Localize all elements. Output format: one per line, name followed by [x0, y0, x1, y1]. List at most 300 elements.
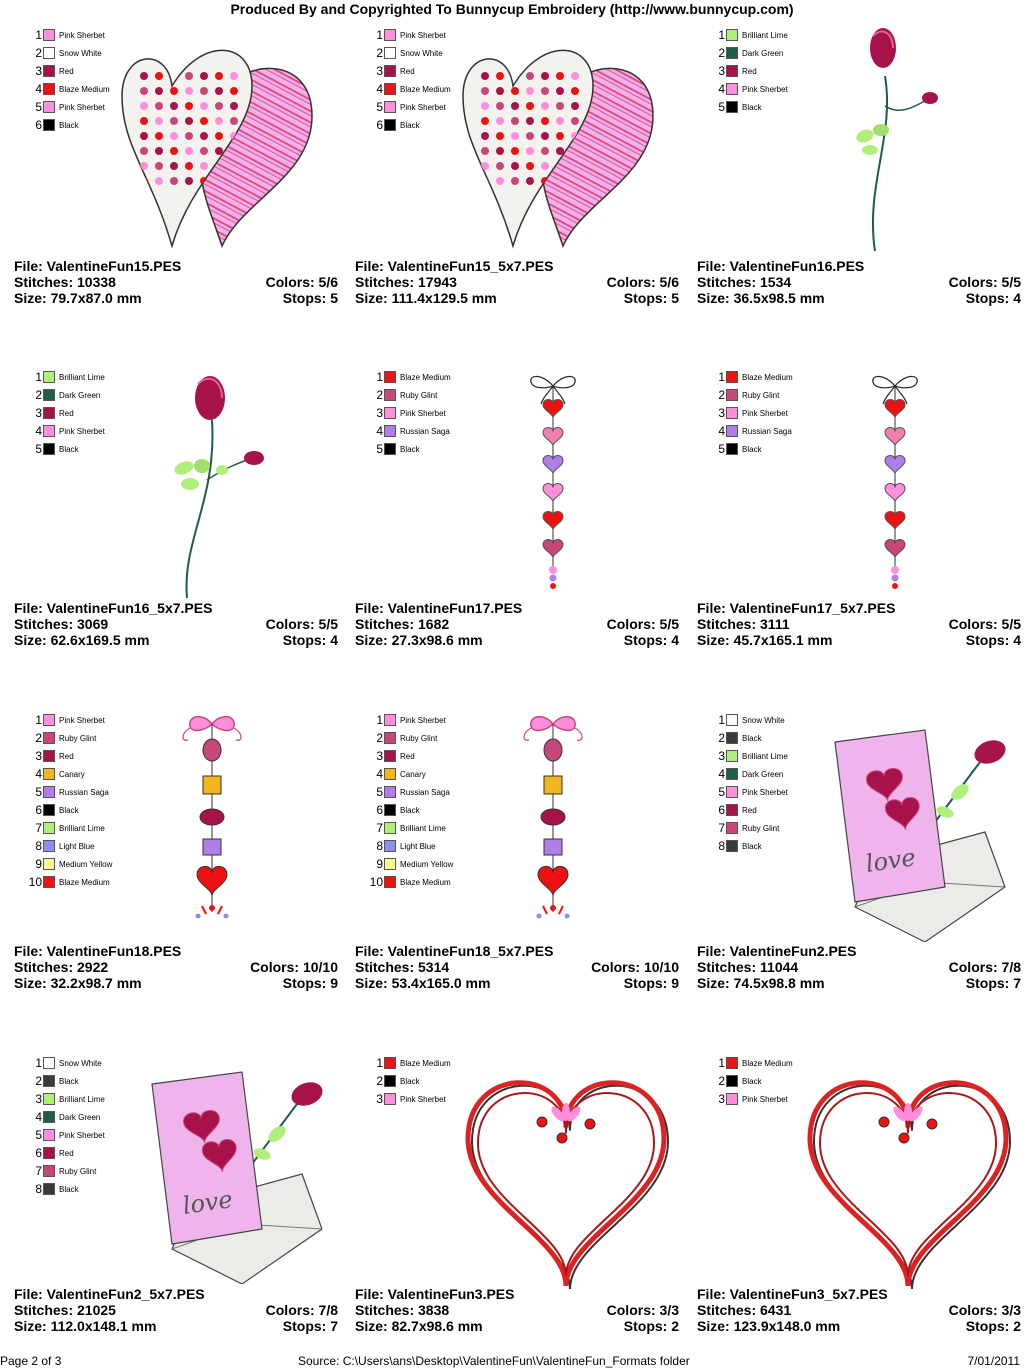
thread-number: 5	[35, 442, 42, 456]
embroidery-design-preview	[132, 1054, 332, 1289]
thread-swatch	[726, 407, 738, 419]
thread-number: 6	[376, 118, 383, 132]
stop-count: Stops: 4	[965, 290, 1021, 306]
thread-number: 9	[35, 857, 42, 871]
thread-color-row	[365, 855, 453, 873]
thread-swatch	[384, 768, 396, 780]
thread-name: Red	[59, 1148, 74, 1158]
stitch-count: Stitches: 3838	[355, 1302, 450, 1318]
thread-name: Pink Sherbet	[59, 426, 105, 436]
design-size: Size: 112.0x148.1 mm	[14, 1318, 157, 1334]
thread-color-row	[365, 44, 451, 62]
thread-number: 4	[35, 424, 42, 438]
thread-number: 2	[35, 388, 42, 402]
thread-swatch	[384, 29, 396, 41]
thread-name: Light Blue	[400, 841, 436, 851]
design-card	[353, 0, 693, 342]
stitch-count: Stitches: 6431	[697, 1302, 792, 1318]
thread-swatch	[726, 786, 738, 798]
thread-palette	[707, 26, 788, 116]
thread-color-row	[24, 62, 110, 80]
thread-number: 7	[376, 821, 383, 835]
thread-name: Black	[59, 1184, 79, 1194]
design-info	[14, 600, 338, 648]
thread-color-row	[24, 404, 105, 422]
thread-swatch	[726, 750, 738, 762]
thread-name: Brilliant Lime	[742, 751, 788, 761]
thread-number: 9	[376, 857, 383, 871]
thread-name: Red	[742, 66, 757, 76]
thread-color-row	[365, 1090, 451, 1108]
stop-count: Stops: 4	[965, 632, 1021, 648]
thread-name: Pink Sherbet	[400, 30, 446, 40]
design-info	[355, 600, 679, 648]
thread-number: 2	[376, 731, 383, 745]
thread-name: Black	[59, 805, 79, 815]
thread-number: 2	[376, 1074, 383, 1088]
embroidery-design-preview	[112, 26, 332, 261]
thread-number: 10	[369, 875, 383, 889]
thread-swatch	[43, 371, 55, 383]
thread-swatch	[43, 119, 55, 131]
stop-count: Stops: 4	[623, 632, 679, 648]
thread-swatch	[726, 83, 738, 95]
design-card	[695, 1028, 1024, 1370]
color-count: Colors: 10/10	[250, 959, 338, 975]
thread-swatch	[384, 876, 396, 888]
design-size: Size: 123.9x148.0 mm	[697, 1318, 841, 1334]
thread-swatch	[43, 407, 55, 419]
design-card	[695, 0, 1024, 342]
thread-name: Blaze Medium	[400, 84, 451, 94]
thread-name: Pink Sherbet	[59, 30, 105, 40]
thread-name: Pink Sherbet	[400, 408, 446, 418]
thread-number: 3	[35, 406, 42, 420]
thread-color-row	[365, 873, 453, 891]
thread-name: Blaze Medium	[742, 1058, 793, 1068]
thread-swatch	[384, 1075, 396, 1087]
thread-swatch	[726, 29, 738, 41]
color-count: Colors: 3/3	[948, 1302, 1021, 1318]
thread-swatch	[43, 1111, 55, 1123]
design-size: Size: 36.5x98.5 mm	[697, 290, 825, 306]
page-number: Page 2 of 3	[0, 1354, 62, 1368]
thread-number: 8	[718, 839, 725, 853]
file-name: File: ValentineFun17_5x7.PES	[697, 600, 896, 616]
thread-color-row	[365, 729, 453, 747]
color-count: Colors: 10/10	[591, 959, 679, 975]
file-name: File: ValentineFun17.PES	[355, 600, 523, 616]
thread-number: 4	[718, 424, 725, 438]
thread-number: 2	[376, 46, 383, 60]
thread-name: Snow White	[742, 715, 785, 725]
stitch-count: Stitches: 11044	[697, 959, 799, 975]
thread-number: 8	[35, 839, 42, 853]
thread-name: Blaze Medium	[742, 372, 793, 382]
thread-number: 5	[376, 442, 383, 456]
thread-number: 1	[376, 370, 383, 384]
thread-swatch	[43, 714, 55, 726]
thread-name: Ruby Glint	[400, 390, 438, 400]
thread-name: Black	[59, 444, 79, 454]
thread-swatch	[726, 443, 738, 455]
thread-number: 3	[35, 1092, 42, 1106]
thread-number: 6	[35, 1146, 42, 1160]
stitch-count: Stitches: 3069	[14, 616, 109, 632]
thread-color-row	[24, 1162, 105, 1180]
thread-palette	[707, 711, 788, 855]
thread-color-row	[707, 1054, 793, 1072]
thread-color-row	[707, 1090, 793, 1108]
thread-swatch	[384, 732, 396, 744]
thread-number: 5	[718, 100, 725, 114]
thread-color-row	[24, 855, 112, 873]
thread-number: 1	[718, 1056, 725, 1070]
thread-number: 5	[376, 785, 383, 799]
thread-color-row	[24, 116, 110, 134]
thread-color-row	[365, 368, 451, 386]
stop-count: Stops: 2	[965, 1318, 1021, 1334]
thread-color-row	[24, 711, 112, 729]
thread-name: Red	[400, 66, 415, 76]
thread-color-row	[365, 80, 451, 98]
thread-swatch	[384, 119, 396, 131]
svg-text:love: love	[180, 1185, 235, 1220]
thread-number: 6	[35, 803, 42, 817]
thread-number: 2	[718, 1074, 725, 1088]
thread-swatch	[43, 786, 55, 798]
thread-swatch	[43, 1075, 55, 1087]
thread-swatch	[384, 47, 396, 59]
thread-color-row	[707, 783, 788, 801]
thread-color-row	[24, 783, 112, 801]
thread-name: Russian Saga	[400, 787, 450, 797]
thread-swatch	[43, 822, 55, 834]
thread-swatch	[43, 804, 55, 816]
stitch-count: Stitches: 2922	[14, 959, 109, 975]
file-name: File: ValentineFun15_5x7.PES	[355, 258, 554, 274]
thread-swatch	[384, 389, 396, 401]
thread-name: Dark Green	[742, 48, 784, 58]
stitch-count: Stitches: 10338	[14, 274, 116, 290]
thread-swatch	[384, 83, 396, 95]
thread-color-row	[365, 819, 453, 837]
embroidery-design-preview	[453, 26, 673, 261]
thread-palette	[24, 26, 110, 134]
thread-color-row	[707, 440, 793, 458]
thread-number: 4	[376, 767, 383, 781]
thread-color-row	[24, 386, 105, 404]
thread-swatch	[43, 1165, 55, 1177]
source-path: Source: C:\Users\ans\Desktop\ValentineFun\ValentineFun_Formats folder	[298, 1354, 690, 1368]
thread-number: 1	[35, 28, 42, 42]
thread-color-row	[707, 711, 788, 729]
thread-swatch	[43, 876, 55, 888]
color-count: Colors: 5/5	[948, 616, 1021, 632]
thread-swatch	[726, 1057, 738, 1069]
thread-swatch	[726, 425, 738, 437]
thread-number: 3	[376, 64, 383, 78]
design-card	[353, 685, 693, 1027]
thread-color-row	[365, 711, 453, 729]
thread-color-row	[24, 765, 112, 783]
embroidery-design-preview	[162, 370, 272, 605]
thread-number: 5	[718, 785, 725, 799]
thread-number: 3	[35, 64, 42, 78]
thread-number: 4	[718, 767, 725, 781]
design-size: Size: 79.7x87.0 mm	[14, 290, 142, 306]
thread-name: Red	[59, 66, 74, 76]
design-size: Size: 82.7x98.6 mm	[355, 1318, 483, 1334]
thread-color-row	[24, 26, 110, 44]
thread-name: Russian Saga	[742, 426, 792, 436]
thread-name: Brilliant Lime	[59, 1094, 105, 1104]
thread-name: Black	[400, 120, 420, 130]
file-name: File: ValentineFun3_5x7.PES	[697, 1286, 888, 1302]
thread-color-row	[707, 729, 788, 747]
color-count: Colors: 5/6	[265, 274, 338, 290]
thread-palette	[365, 711, 453, 891]
design-card	[12, 685, 352, 1027]
design-card	[12, 1028, 352, 1370]
thread-number: 4	[35, 82, 42, 96]
thread-number: 7	[35, 821, 42, 835]
thread-color-row	[707, 98, 788, 116]
thread-number: 1	[376, 1056, 383, 1070]
thread-swatch	[43, 750, 55, 762]
thread-color-row	[365, 440, 451, 458]
thread-name: Black	[400, 805, 420, 815]
thread-swatch	[384, 750, 396, 762]
thread-palette	[365, 368, 451, 458]
thread-color-row	[24, 1144, 105, 1162]
thread-number: 1	[35, 370, 42, 384]
stop-count: Stops: 5	[282, 290, 338, 306]
thread-swatch	[43, 732, 55, 744]
thread-number: 5	[718, 442, 725, 456]
thread-number: 8	[35, 1182, 42, 1196]
thread-swatch	[43, 1183, 55, 1195]
thread-color-row	[24, 729, 112, 747]
thread-number: 2	[35, 1074, 42, 1088]
thread-name: Dark Green	[59, 390, 101, 400]
thread-swatch	[726, 47, 738, 59]
thread-number: 4	[718, 82, 725, 96]
thread-color-row	[24, 1072, 105, 1090]
embroidery-design-preview	[800, 1052, 1020, 1297]
stitch-count: Stitches: 3111	[697, 616, 790, 632]
design-info	[697, 1286, 1021, 1334]
thread-name: Brilliant Lime	[59, 372, 105, 382]
embroidery-design-preview	[523, 370, 583, 605]
thread-color-row	[707, 747, 788, 765]
thread-name: Ruby Glint	[59, 733, 97, 743]
thread-palette	[365, 1054, 451, 1108]
thread-name: Ruby Glint	[742, 390, 780, 400]
thread-name: Black	[742, 444, 762, 454]
design-size: Size: 111.4x129.5 mm	[355, 290, 497, 306]
thread-color-row	[24, 873, 112, 891]
thread-name: Black	[742, 733, 762, 743]
thread-swatch	[726, 714, 738, 726]
thread-swatch	[384, 407, 396, 419]
thread-name: Blaze Medium	[400, 372, 451, 382]
thread-name: Red	[59, 751, 74, 761]
design-info	[697, 600, 1021, 648]
thread-color-row	[365, 765, 453, 783]
thread-color-row	[365, 801, 453, 819]
thread-swatch	[43, 443, 55, 455]
design-card	[12, 342, 352, 684]
thread-color-row	[365, 783, 453, 801]
page-header: Produced By and Copyrighted To Bunnycup Embroidery (http://www.bunnycup.com)	[230, 1, 794, 17]
thread-swatch	[384, 840, 396, 852]
thread-palette	[24, 368, 105, 458]
color-count: Colors: 3/3	[606, 1302, 679, 1318]
design-info	[697, 943, 1021, 991]
thread-swatch	[384, 804, 396, 816]
thread-name: Russian Saga	[59, 787, 109, 797]
stop-count: Stops: 7	[965, 975, 1021, 991]
stop-count: Stops: 5	[623, 290, 679, 306]
thread-name: Black	[400, 444, 420, 454]
thread-color-row	[365, 98, 451, 116]
design-card	[12, 0, 352, 342]
thread-number: 5	[376, 100, 383, 114]
thread-number: 3	[35, 749, 42, 763]
thread-name: Black	[59, 120, 79, 130]
thread-swatch	[726, 65, 738, 77]
thread-color-row	[365, 404, 451, 422]
thread-name: Russian Saga	[400, 426, 450, 436]
thread-number: 3	[718, 64, 725, 78]
thread-name: Pink Sherbet	[742, 84, 788, 94]
design-info	[14, 258, 338, 306]
design-card	[695, 685, 1024, 1027]
file-name: File: ValentineFun16.PES	[697, 258, 865, 274]
thread-name: Pink Sherbet	[742, 787, 788, 797]
thread-number: 1	[376, 713, 383, 727]
stop-count: Stops: 9	[623, 975, 679, 991]
thread-color-row	[24, 1126, 105, 1144]
thread-color-row	[707, 386, 793, 404]
thread-number: 8	[376, 839, 383, 853]
thread-number: 3	[718, 406, 725, 420]
thread-swatch	[384, 443, 396, 455]
thread-number: 10	[28, 875, 42, 889]
thread-palette	[707, 1054, 793, 1108]
thread-name: Pink Sherbet	[742, 1094, 788, 1104]
stop-count: Stops: 9	[282, 975, 338, 991]
thread-name: Black	[742, 102, 762, 112]
thread-number: 3	[718, 749, 725, 763]
thread-swatch	[384, 858, 396, 870]
thread-color-row	[24, 1108, 105, 1126]
thread-swatch	[43, 101, 55, 113]
thread-name: Pink Sherbet	[400, 1094, 446, 1104]
embroidery-design-preview	[815, 712, 1015, 947]
file-name: File: ValentineFun16_5x7.PES	[14, 600, 213, 616]
color-count: Colors: 5/6	[606, 274, 679, 290]
thread-swatch	[43, 425, 55, 437]
thread-swatch	[43, 389, 55, 401]
thread-swatch	[384, 1093, 396, 1105]
thread-swatch	[726, 822, 738, 834]
thread-color-row	[365, 747, 453, 765]
thread-number: 7	[718, 821, 725, 835]
thread-swatch	[726, 732, 738, 744]
design-info	[697, 258, 1021, 306]
color-count: Colors: 7/8	[265, 1302, 338, 1318]
thread-name: Black	[400, 1076, 420, 1086]
thread-name: Dark Green	[59, 1112, 101, 1122]
stop-count: Stops: 4	[282, 632, 338, 648]
thread-number: 6	[718, 803, 725, 817]
thread-color-row	[365, 1054, 451, 1072]
thread-number: 2	[35, 46, 42, 60]
thread-swatch	[726, 804, 738, 816]
file-name: File: ValentineFun18.PES	[14, 943, 182, 959]
thread-swatch	[43, 83, 55, 95]
embroidery-design-preview	[172, 712, 252, 947]
thread-swatch	[43, 768, 55, 780]
thread-color-row	[707, 837, 788, 855]
thread-name: Ruby Glint	[742, 823, 780, 833]
design-info	[355, 1286, 679, 1334]
thread-swatch	[384, 101, 396, 113]
thread-swatch	[43, 858, 55, 870]
thread-color-row	[707, 404, 793, 422]
thread-swatch	[43, 29, 55, 41]
thread-color-row	[365, 116, 451, 134]
thread-color-row	[24, 801, 112, 819]
thread-color-row	[365, 1072, 451, 1090]
thread-swatch	[726, 101, 738, 113]
embroidery-design-preview	[845, 26, 955, 261]
thread-name: Pink Sherbet	[59, 102, 105, 112]
thread-number: 4	[35, 767, 42, 781]
stop-count: Stops: 2	[623, 1318, 679, 1334]
design-info	[355, 943, 679, 991]
thread-color-row	[707, 422, 793, 440]
design-card	[353, 1028, 693, 1370]
thread-color-row	[707, 26, 788, 44]
design-size: Size: 32.2x98.7 mm	[14, 975, 142, 991]
thread-color-row	[365, 62, 451, 80]
thread-color-row	[24, 98, 110, 116]
thread-number: 4	[376, 82, 383, 96]
color-count: Colors: 7/8	[948, 959, 1021, 975]
thread-color-row	[707, 62, 788, 80]
thread-swatch	[726, 1093, 738, 1105]
thread-swatch	[384, 371, 396, 383]
thread-name: Brilliant Lime	[742, 30, 788, 40]
design-card	[695, 342, 1024, 684]
thread-color-row	[24, 1180, 105, 1198]
design-info	[14, 1286, 338, 1334]
print-date: 7/01/2011	[967, 1354, 1020, 1368]
thread-color-row	[24, 44, 110, 62]
thread-swatch	[384, 786, 396, 798]
thread-name: Medium Yellow	[59, 859, 113, 869]
thread-number: 2	[718, 388, 725, 402]
thread-swatch	[43, 1129, 55, 1141]
thread-color-row	[707, 765, 788, 783]
thread-number: 4	[35, 1110, 42, 1124]
thread-swatch	[726, 768, 738, 780]
thread-color-row	[365, 422, 451, 440]
thread-name: Black	[742, 841, 762, 851]
